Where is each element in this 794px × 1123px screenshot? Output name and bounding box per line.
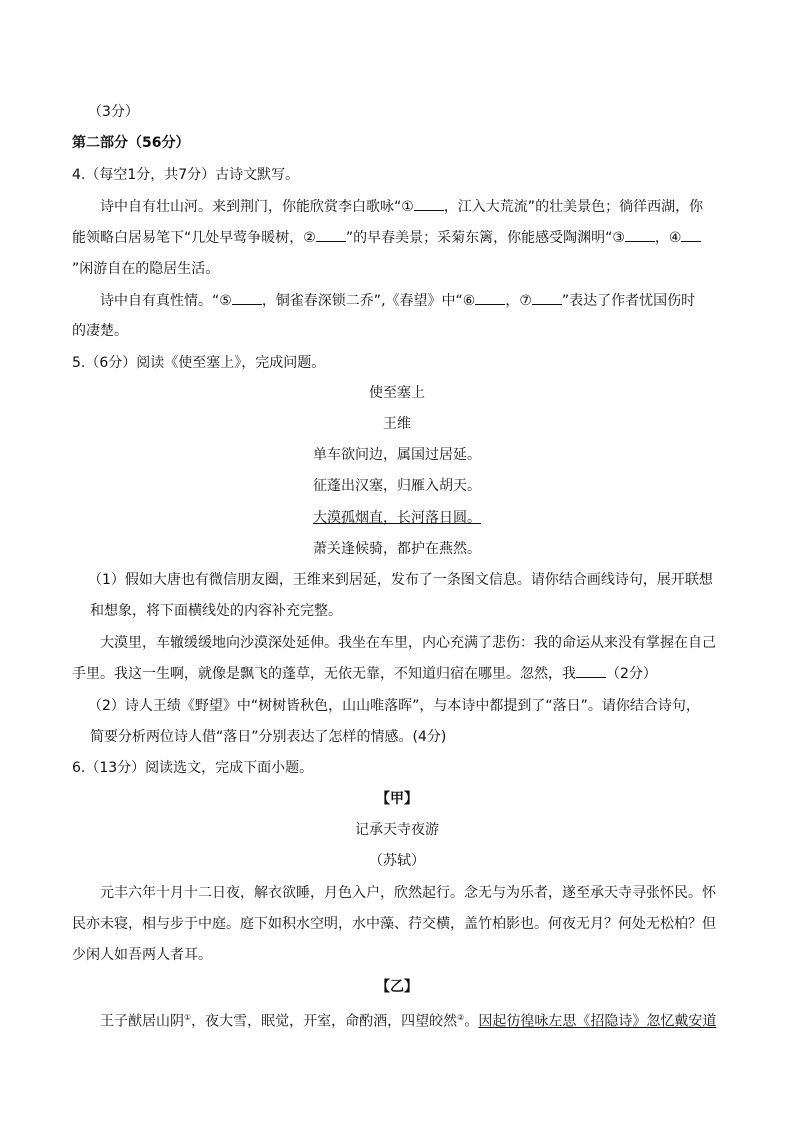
poem-line: 萧关逢候骑，都护在燕然。 — [313, 541, 481, 557]
section-yi-label: 【乙】 — [376, 979, 418, 995]
q4-paragraph1-line1 — [100, 198, 703, 216]
previous-score: （3分） — [88, 104, 139, 120]
jia-text-line: 民亦未寝，相与步于中庭。庭下如积水空明，水中藻、荇交横，盖竹柏影也。何夜无月？何处无松柏？但 — [72, 916, 716, 932]
answer-blank-4[interactable] — [681, 229, 701, 242]
q4-paragraph1-line2 — [72, 229, 701, 247]
answer-blank[interactable] — [576, 665, 606, 678]
answer-blank-1[interactable] — [414, 198, 444, 211]
q5-sub2-line2: 简要分析两位诗人借“落日”分别表达了怎样的情感。(4分) — [90, 729, 447, 745]
answer-blank-6[interactable] — [475, 292, 505, 305]
jia-title: 记承天寺夜游 — [355, 822, 439, 838]
poem-line: 征蓬出汉塞，归雁入胡天。 — [313, 478, 481, 494]
jia-text-line: 少闲人如吾两人者耳。 — [72, 947, 212, 963]
poem-author: 王维 — [383, 416, 411, 432]
q5-heading: 5.（6分）阅读《使至塞上》，完成问题。 — [72, 355, 326, 371]
answer-blank-5[interactable] — [232, 292, 262, 305]
q4-paragraph1-line3: ”闲游自在的隐居生活。 — [72, 261, 220, 277]
answer-blank-3[interactable] — [625, 229, 655, 242]
text: ，江入大荒流”的壮美景色；徜徉西湖，你 — [443, 199, 704, 215]
text: 诗中自有壮山河。来到荆门，你能欣赏李白歌咏“① — [100, 199, 414, 215]
yi-text-line — [100, 1009, 716, 1031]
text: 手里。我这一生啊，就像是飘飞的蓬草，无依无靠，不知道归宿在哪里。忽然，我 — [72, 666, 576, 682]
underlined-text: 因起彷徨咏左思《招隐诗》忽忆戴安道 — [478, 1013, 717, 1030]
text: ，⑦ — [505, 293, 532, 309]
text: ，④ — [654, 230, 682, 246]
text: ”表达了作者忧国伤时 — [561, 293, 696, 309]
q4-paragraph2-line1 — [100, 292, 695, 310]
q5-sub1-passage-line2 — [72, 665, 657, 683]
score: （2分） — [606, 666, 657, 682]
q5-sub1-line1: （1）假如大唐也有微信朋友圈，王维来到居延，发布了一条图文信息。请你结合画线诗句，展开联想 — [88, 572, 713, 588]
footnote-mark: ② — [457, 1013, 465, 1022]
text: 王子猷居山阴 — [100, 1013, 184, 1030]
footnote-mark: ① — [184, 1013, 192, 1022]
text: ”的早春美景；采菊东篱，你能感受陶渊明“③ — [345, 230, 625, 246]
q5-sub2-line1: （2）诗人王绩《野望》中“树树皆秋色，山山唯落晖”，与本诗中都提到了“落日”。请你结合诗句， — [88, 698, 700, 714]
q5-sub1-line2: 和想象，将下面横线处的内容补充完整。 — [90, 603, 342, 619]
jia-author: （苏轼） — [369, 853, 425, 869]
q6-heading: 6.（13分）阅读选文，完成下面小题。 — [72, 760, 314, 776]
poem-line-underlined — [0, 509, 794, 527]
part2-title: 第二部分（56分） — [72, 135, 190, 151]
underlined-text: 大漠孤烟直，长河落日圆。 — [313, 510, 481, 526]
text: 能领略白居易笔下“几处早莺争暖树，② — [72, 230, 316, 246]
text: ，夜大雪，眠觉，开室，命酌酒，四望皎然 — [191, 1013, 458, 1030]
q4-paragraph2-line2: 的凄楚。 — [72, 323, 128, 339]
section-jia-label: 【甲】 — [376, 791, 418, 807]
jia-text-line: 元丰六年十月十二日夜，解衣欲睡，月色入户，欣然起行。念无与为乐者，遂至承天寺寻张怀民。怀 — [100, 885, 716, 901]
poem-line: 单车欲问边，属国过居延。 — [313, 447, 481, 463]
q4-heading: 4.（每空1分，共7分）古诗文默写。 — [72, 167, 300, 183]
poem-title: 使至塞上 — [369, 385, 425, 401]
answer-blank-7[interactable] — [532, 292, 562, 305]
answer-blank-2[interactable] — [316, 229, 346, 242]
q5-sub1-passage-line1: 大漠里，车辙缓缓地向沙漠深处延伸。我坐在车里，内心充满了悲伤：我的命运从来没有掌握在自己 — [100, 635, 716, 651]
text: 诗中自有真性情。“⑤ — [100, 293, 232, 309]
text: 。 — [464, 1013, 479, 1030]
text: ，铜雀春深锁二乔”,《春望》中“⑥ — [261, 293, 476, 309]
